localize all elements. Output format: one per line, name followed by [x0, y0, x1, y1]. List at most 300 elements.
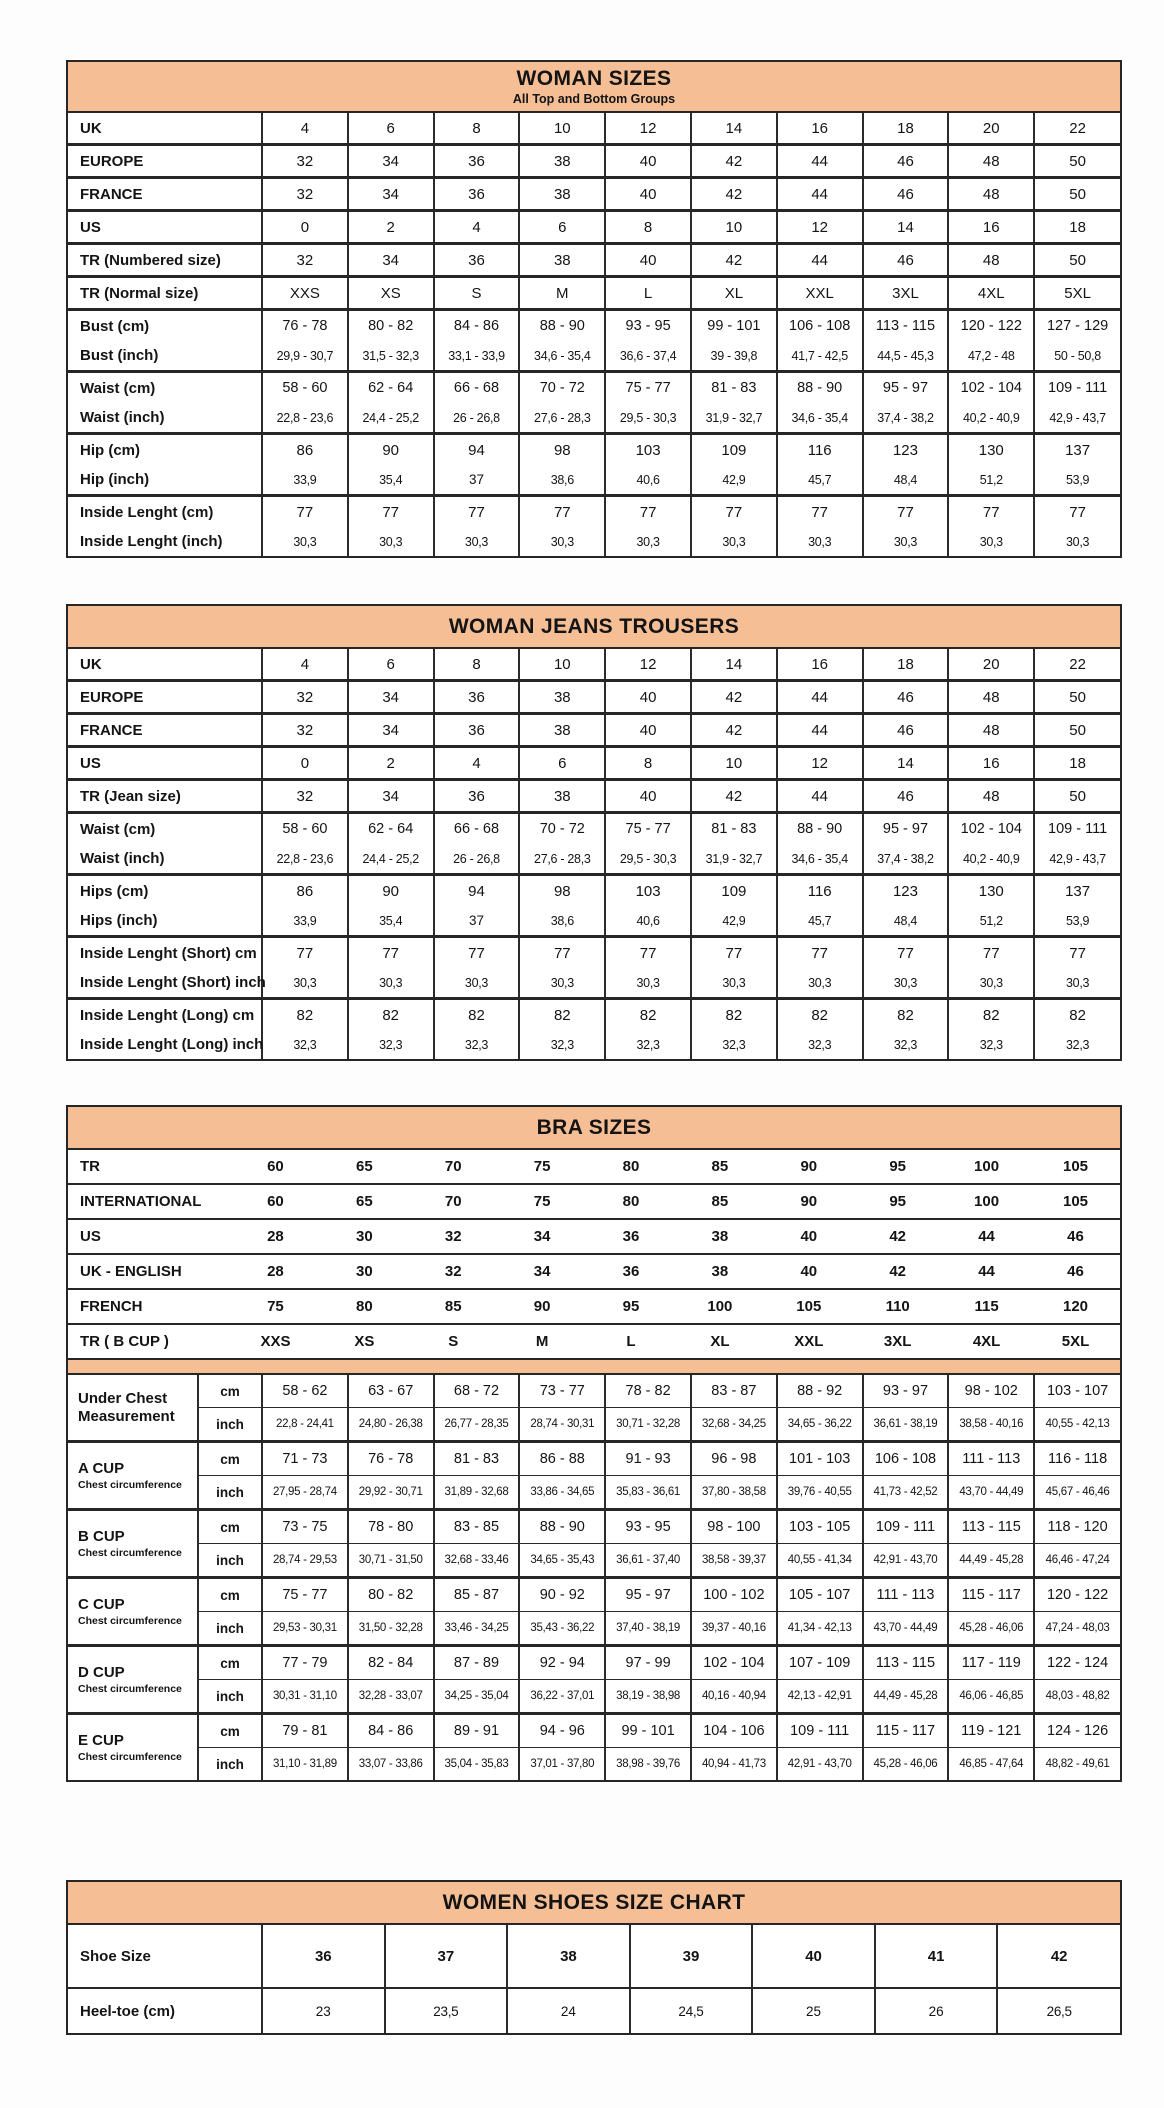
value-cell: 65: [355, 1158, 373, 1175]
value-cell: 80: [622, 1158, 640, 1175]
value-cell: 119 - 121: [948, 1714, 1034, 1748]
value-cell: 51,2: [948, 465, 1034, 496]
value-cell: 36: [262, 1925, 385, 1988]
value-cell: 77: [777, 937, 863, 969]
row-label: US: [68, 1219, 231, 1254]
value-cell: 32: [262, 178, 348, 211]
value-cell: 86: [262, 434, 348, 466]
value-cell: 45,7: [777, 465, 863, 496]
value-cell: 36: [434, 681, 520, 714]
value-cell: 31,10 - 31,89: [262, 1748, 348, 1781]
value-cell: 94 - 96: [519, 1714, 605, 1748]
value-cell: 48: [948, 681, 1034, 714]
value-cell: 62 - 64: [348, 813, 434, 845]
value-cell: 27,95 - 28,74: [262, 1476, 348, 1510]
value-cell: L: [587, 1324, 676, 1358]
value-cell: 5XL: [1034, 277, 1120, 310]
value-cell: 82: [1034, 999, 1120, 1031]
bra-sizes-table: [66, 1105, 1122, 1782]
value-cell: 8: [434, 649, 520, 681]
table-header: [68, 1107, 1120, 1150]
table-title: WOMAN JEANS TROUSERS: [448, 615, 740, 638]
value-cell: 10: [691, 747, 777, 780]
value-cell: 106 - 108: [777, 310, 863, 342]
value-cell: 32,3: [262, 1030, 348, 1059]
cup-label: [68, 1442, 198, 1510]
value-cell: 33,9: [262, 906, 348, 937]
table-row: [68, 681, 1120, 714]
unit-label: cm: [198, 1442, 262, 1476]
value-cell: 116 - 118: [1034, 1442, 1120, 1476]
value-cell: 50: [1034, 681, 1120, 714]
cup-name: E CUP: [78, 1732, 124, 1750]
value-cell: 0: [262, 211, 348, 244]
value-cell: 40: [605, 780, 691, 813]
value-cell: 70: [444, 1158, 462, 1175]
value-cell: 53,9: [1066, 913, 1090, 928]
value-cell: 10: [691, 211, 777, 244]
row-label: Hips (cm): [68, 875, 262, 907]
value-cell: 47,24 - 48,03: [1034, 1612, 1120, 1646]
table-row: [68, 1714, 1120, 1748]
value-cell: 109 - 111: [863, 1510, 949, 1544]
value-cell: 88 - 90: [519, 1510, 605, 1544]
value-cell: 30,3: [262, 968, 348, 999]
value-cell: 44: [777, 714, 863, 747]
value-cell: 16: [777, 113, 863, 145]
value-cell: 22: [1069, 119, 1086, 137]
table-row: [68, 434, 1120, 466]
value-cell: 124 - 126: [1034, 1714, 1120, 1748]
value-cell: 46,06 - 46,85: [948, 1680, 1034, 1714]
value-cell: 4XL: [948, 277, 1034, 310]
value-cell: 32: [262, 145, 348, 178]
value-cell: 107 - 109: [777, 1646, 863, 1680]
value-cell: 113 - 115: [948, 1510, 1034, 1544]
value-cell: 88 - 92: [777, 1375, 863, 1408]
value-cell: 77: [434, 496, 520, 528]
value-cell: 81 - 83: [691, 372, 777, 404]
value-cell: XL: [675, 1324, 764, 1358]
value-cell: 34: [348, 145, 434, 178]
cup-sublabel: Chest circumference: [78, 1750, 182, 1763]
value-cell: 40: [605, 178, 691, 211]
value-cell: 33,1 - 33,9: [434, 341, 520, 372]
value-cell: 94: [434, 875, 520, 907]
value-cell: 137: [1034, 875, 1120, 907]
value-cell: 40: [752, 1925, 875, 1988]
value-cell: 24,4 - 25,2: [348, 844, 434, 875]
value-cell: 77: [434, 937, 520, 969]
value-cell: 44: [777, 244, 863, 277]
value-cell: 82: [777, 999, 863, 1031]
value-cell: 18: [863, 649, 949, 681]
value-cell: 58 - 60: [262, 813, 348, 845]
value-cell: 24: [507, 1988, 630, 2033]
value-cell: 42: [853, 1254, 942, 1289]
row-label: UK - ENGLISH: [68, 1254, 231, 1289]
value-cell: 32,3: [348, 1030, 434, 1059]
value-cell: XXL: [764, 1324, 853, 1358]
table-row: [68, 277, 1120, 310]
bra-conversion-table: [68, 1150, 1120, 1358]
value-cell: 38: [519, 178, 605, 211]
value-cell: 29,5 - 30,3: [605, 403, 691, 434]
value-cell: 26: [875, 1988, 998, 2033]
value-cell: 44: [777, 780, 863, 813]
value-cell: 30,3: [262, 527, 348, 556]
value-cell: S: [409, 1324, 498, 1358]
table-row: [68, 341, 1120, 372]
value-cell: 41,73 - 42,52: [863, 1476, 949, 1510]
unit-label: inch: [198, 1680, 262, 1714]
value-cell: 32,3: [948, 1030, 1034, 1059]
row-label: FRENCH: [68, 1289, 231, 1324]
value-cell: 34,6 - 35,4: [777, 403, 863, 434]
value-cell: 82: [948, 999, 1034, 1031]
value-cell: 12: [605, 649, 691, 681]
value-cell: 78 - 82: [605, 1375, 691, 1408]
value-cell: 46: [1031, 1254, 1120, 1289]
table-row: [68, 875, 1120, 907]
value-cell: 26,77 - 28,35: [434, 1408, 520, 1442]
value-cell: 103 - 107: [1046, 1383, 1109, 1399]
value-cell: 77: [863, 937, 949, 969]
cup-sublabel: Chest circumference: [78, 1614, 182, 1627]
value-cell: 10: [519, 113, 605, 145]
table-row: [68, 999, 1120, 1031]
value-cell: 75 - 77: [605, 372, 691, 404]
cup-name: A CUP: [78, 1460, 125, 1478]
table-row: [68, 1442, 1120, 1476]
value-cell: 90: [498, 1289, 587, 1324]
value-cell: 42,91 - 43,70: [863, 1544, 949, 1578]
value-cell: 81 - 83: [691, 813, 777, 845]
value-cell: 100: [942, 1184, 1031, 1219]
value-cell: 37,4 - 38,2: [863, 403, 949, 434]
table-row: [68, 113, 1120, 145]
value-cell: 104 - 106: [691, 1714, 777, 1748]
value-cell: 30,3: [605, 527, 691, 556]
value-cell: 90: [764, 1184, 853, 1219]
value-cell: 95: [587, 1289, 676, 1324]
value-cell: 44,49 - 45,28: [863, 1680, 949, 1714]
value-cell: 102 - 104: [948, 372, 1034, 404]
value-cell: 38,58 - 39,37: [691, 1544, 777, 1578]
value-cell: 38: [675, 1254, 764, 1289]
value-cell: 98 - 102: [948, 1375, 1034, 1408]
value-cell: 24,80 - 26,38: [348, 1408, 434, 1442]
value-cell: 42: [853, 1219, 942, 1254]
value-cell: 34: [348, 244, 434, 277]
value-cell: 70 - 72: [519, 813, 605, 845]
value-cell: 38,58 - 40,16: [948, 1408, 1034, 1442]
value-cell: 116: [777, 434, 863, 466]
cup-sublabel: Chest circumference: [78, 1682, 182, 1695]
value-cell: 77: [948, 496, 1034, 528]
row-label: Heel-toe (cm): [68, 1988, 262, 2033]
value-cell: 29,5 - 30,3: [605, 844, 691, 875]
value-cell: 32,3: [863, 1030, 949, 1059]
value-cell: 35,4: [348, 906, 434, 937]
value-cell: 117 - 119: [948, 1646, 1034, 1680]
value-cell: 77: [691, 937, 777, 969]
value-cell: 48: [948, 178, 1034, 211]
value-cell: XXL: [777, 277, 863, 310]
value-cell: 40: [605, 244, 691, 277]
value-cell: 34,65 - 35,43: [519, 1544, 605, 1578]
value-cell: 99 - 101: [605, 1714, 691, 1748]
value-cell: L: [605, 277, 691, 310]
value-cell: 12: [777, 211, 863, 244]
value-cell: 105 - 107: [777, 1578, 863, 1612]
value-cell: 40,2 - 40,9: [948, 844, 1034, 875]
table-row: [68, 178, 1120, 211]
value-cell: 84 - 86: [348, 1714, 434, 1748]
value-cell: S: [434, 277, 520, 310]
value-cell: 83 - 87: [691, 1375, 777, 1408]
value-cell: 66 - 68: [434, 372, 520, 404]
unit-label: cm: [198, 1646, 262, 1680]
value-cell: 40: [764, 1219, 853, 1254]
value-cell: 118 - 120: [1034, 1510, 1120, 1544]
table-row: [68, 310, 1120, 342]
value-cell: 103: [605, 875, 691, 907]
value-cell: 14: [863, 747, 949, 780]
value-cell: 4: [262, 649, 348, 681]
value-cell: 8: [605, 747, 691, 780]
cup-name: D CUP: [78, 1664, 125, 1682]
value-cell: 109 - 111: [1034, 813, 1120, 845]
value-cell: 23,5: [385, 1988, 508, 2033]
table-header: [68, 606, 1120, 649]
value-cell: 82 - 84: [348, 1646, 434, 1680]
value-cell: XXS: [262, 277, 348, 310]
value-cell: 50 - 50,8: [1054, 348, 1101, 363]
value-cell: 79 - 81: [262, 1714, 348, 1748]
value-cell: 50: [1034, 780, 1120, 813]
table-row: [68, 747, 1120, 780]
value-cell: M: [519, 277, 605, 310]
value-cell: 18: [863, 113, 949, 145]
value-cell: 120 - 122: [948, 310, 1034, 342]
value-cell: 36,61 - 37,40: [605, 1544, 691, 1578]
value-cell: 36,6 - 37,4: [605, 341, 691, 372]
value-cell: 30,71 - 32,28: [605, 1408, 691, 1442]
value-cell: 113 - 115: [863, 1646, 949, 1680]
value-cell: 130: [948, 434, 1034, 466]
value-cell: 42,9 - 43,7: [1049, 851, 1106, 866]
value-cell: 75 - 77: [605, 813, 691, 845]
value-cell: 97 - 99: [605, 1646, 691, 1680]
value-cell: 77: [691, 496, 777, 528]
table-row: [68, 1184, 1120, 1219]
value-cell: 40: [605, 681, 691, 714]
value-cell: 77 - 79: [262, 1646, 348, 1680]
value-cell: 34: [348, 714, 434, 747]
value-cell: 6: [348, 113, 434, 145]
value-cell: 48: [948, 244, 1034, 277]
value-cell: 120: [1031, 1289, 1120, 1324]
table-row: [68, 1254, 1120, 1289]
value-cell: 100: [974, 1158, 1000, 1175]
value-cell: 32: [262, 681, 348, 714]
value-cell: 35,4: [348, 465, 434, 496]
value-cell: 34,25 - 35,04: [434, 1680, 520, 1714]
value-cell: 30,3: [348, 527, 434, 556]
value-cell: 82: [348, 999, 434, 1031]
value-cell: 115: [942, 1289, 1031, 1324]
value-cell: 113 - 115: [863, 310, 949, 342]
value-cell: 45,28 - 46,06: [863, 1748, 949, 1781]
value-cell: 77: [262, 937, 348, 969]
table-row: [68, 1219, 1120, 1254]
row-label: Bust (inch): [68, 341, 262, 372]
value-cell: 42,9: [691, 465, 777, 496]
value-cell: 35,04 - 35,83: [434, 1748, 520, 1781]
value-cell: 48,4: [863, 465, 949, 496]
value-cell: 82: [605, 999, 691, 1031]
value-cell: 34,65 - 36,22: [777, 1408, 863, 1442]
value-cell: 90 - 92: [519, 1578, 605, 1612]
value-cell: 77: [605, 937, 691, 969]
value-cell: 50: [1034, 178, 1120, 211]
value-cell: 14: [691, 113, 777, 145]
value-cell: 12: [777, 747, 863, 780]
value-cell: 42: [1050, 1947, 1068, 1965]
value-cell: 90: [348, 434, 434, 466]
value-cell: 34,6 - 35,4: [777, 844, 863, 875]
row-label: US: [68, 747, 262, 780]
value-cell: 82: [519, 999, 605, 1031]
value-cell: 28: [231, 1219, 320, 1254]
value-cell: 73 - 77: [519, 1375, 605, 1408]
value-cell: 46: [863, 145, 949, 178]
value-cell: 22: [1069, 655, 1086, 673]
value-cell: 86 - 88: [519, 1442, 605, 1476]
value-cell: 46: [863, 780, 949, 813]
value-cell: 100: [675, 1289, 764, 1324]
value-cell: 60: [231, 1184, 320, 1219]
value-cell: 38,6: [519, 465, 605, 496]
table-row: [68, 372, 1120, 404]
value-cell: 43,70 - 44,49: [948, 1476, 1034, 1510]
value-cell: 3XL: [863, 277, 949, 310]
value-cell: 44: [777, 681, 863, 714]
value-cell: 115 - 117: [863, 1714, 949, 1748]
value-cell: 111 - 113: [948, 1442, 1034, 1476]
row-label: Inside Lenght (inch): [68, 527, 262, 556]
value-cell: 30: [320, 1219, 409, 1254]
value-cell: 38,98 - 39,76: [605, 1748, 691, 1781]
value-cell: 38: [519, 714, 605, 747]
table-row: [68, 968, 1120, 999]
table-title: BRA SIZES: [536, 1116, 652, 1139]
value-cell: 30,3: [1066, 534, 1090, 549]
value-cell: 78 - 80: [348, 1510, 434, 1544]
size-table: [68, 649, 1120, 1059]
row-label: Inside Lenght (Short) cm: [68, 937, 262, 969]
value-cell: 34,6 - 35,4: [519, 341, 605, 372]
value-cell: 32: [262, 244, 348, 277]
table-row: [68, 244, 1120, 277]
value-cell: 48,82 - 49,61: [1034, 1748, 1120, 1781]
value-cell: 3XL: [853, 1324, 942, 1358]
row-label: Bust (cm): [68, 310, 262, 342]
value-cell: 75: [533, 1158, 551, 1175]
value-cell: 93 - 97: [863, 1375, 949, 1408]
value-cell: 60: [267, 1158, 284, 1175]
value-cell: 26,5: [997, 1988, 1120, 2033]
value-cell: 28,74 - 30,31: [519, 1408, 605, 1442]
value-cell: 31,9 - 32,7: [691, 403, 777, 434]
row-label: FRANCE: [68, 714, 262, 747]
value-cell: 46: [1031, 1219, 1120, 1254]
value-cell: 22,8 - 23,6: [262, 844, 348, 875]
value-cell: 77: [1034, 496, 1120, 528]
table-row: [68, 496, 1120, 528]
value-cell: 40: [764, 1254, 853, 1289]
value-cell: 14: [863, 211, 949, 244]
unit-label: inch: [198, 1476, 262, 1510]
value-cell: 48: [948, 145, 1034, 178]
value-cell: 80: [320, 1289, 409, 1324]
row-label: UK: [68, 113, 262, 145]
value-cell: 42,91 - 43,70: [777, 1748, 863, 1781]
row-label: FRANCE: [68, 178, 262, 211]
value-cell: 58 - 62: [262, 1375, 348, 1408]
value-cell: 80 - 82: [348, 1578, 434, 1612]
value-cell: 81 - 83: [434, 1442, 520, 1476]
value-cell: 33,9: [262, 465, 348, 496]
value-cell: 41,7 - 42,5: [777, 341, 863, 372]
value-cell: 46,46 - 47,24: [1034, 1544, 1120, 1578]
value-cell: 36,61 - 38,19: [863, 1408, 949, 1442]
value-cell: 34: [348, 681, 434, 714]
value-cell: 36,22 - 37,01: [519, 1680, 605, 1714]
row-label: Hips (inch): [68, 906, 262, 937]
value-cell: 89 - 91: [434, 1714, 520, 1748]
value-cell: 36: [587, 1254, 676, 1289]
value-cell: 77: [348, 496, 434, 528]
value-cell: 42: [691, 178, 777, 211]
value-cell: 130: [948, 875, 1034, 907]
value-cell: 88 - 90: [777, 813, 863, 845]
value-cell: 45,67 - 46,46: [1034, 1476, 1120, 1510]
cup-name: Under Chest Measurement: [78, 1390, 175, 1425]
value-cell: 42: [691, 244, 777, 277]
value-cell: 32: [262, 780, 348, 813]
value-cell: 82: [434, 999, 520, 1031]
value-cell: 40,16 - 40,94: [691, 1680, 777, 1714]
value-cell: 27,6 - 28,3: [519, 844, 605, 875]
value-cell: 36: [434, 780, 520, 813]
value-cell: 38,6: [519, 906, 605, 937]
value-cell: 8: [605, 211, 691, 244]
cup-sublabel: Chest circumference: [78, 1546, 182, 1559]
value-cell: 30,3: [434, 527, 520, 556]
table-row: [68, 465, 1120, 496]
table-row: [68, 1289, 1120, 1324]
value-cell: 32: [409, 1254, 498, 1289]
value-cell: 38: [519, 145, 605, 178]
value-cell: 111 - 113: [863, 1578, 949, 1612]
value-cell: 41: [875, 1925, 998, 1988]
value-cell: 34: [498, 1254, 587, 1289]
value-cell: 90: [348, 875, 434, 907]
value-cell: 22,8 - 23,6: [262, 403, 348, 434]
table-row: [68, 1324, 1120, 1358]
